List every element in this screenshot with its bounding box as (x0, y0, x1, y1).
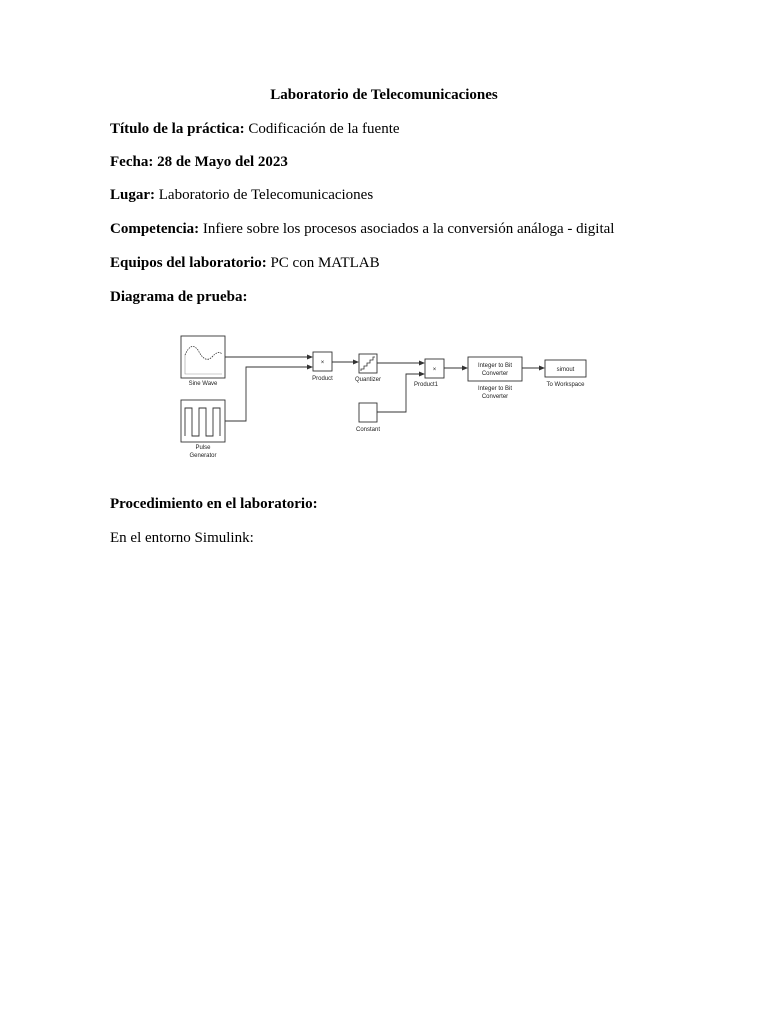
field-equipment (110, 254, 380, 272)
sine-wave-caption: Sine Wave (188, 381, 218, 387)
field-label: Fecha: 28 de Mayo del 2023 (110, 154, 288, 170)
arrow-head (307, 355, 313, 360)
pulse-generator-block (181, 400, 225, 442)
arrow-head (419, 372, 425, 377)
procedure-text: En el entorno Simulink: (110, 530, 254, 546)
field-label: Lugar: (110, 187, 155, 203)
field-value: Laboratorio de Telecomunicaciones (158, 187, 374, 203)
product-caption: Product (312, 376, 333, 382)
document-title: Laboratorio de Telecomunicaciones (270, 87, 498, 103)
field-date (110, 153, 288, 171)
arrow-head (307, 365, 313, 370)
sine-wave-box (181, 336, 225, 378)
procedure-heading-text: Procedimiento en el laboratorio: (110, 496, 318, 512)
integer-to-bit-inner-2: Converter (481, 371, 509, 377)
pulse-generator-caption-1: Pulse (195, 445, 211, 451)
pulse-generator-caption-2: Generator (189, 453, 217, 459)
arrow-head (419, 361, 425, 366)
field-place (110, 186, 373, 204)
product1-caption: Product1 (413, 382, 439, 388)
integer-to-bit-caption-1: Integer to Bit (477, 386, 513, 392)
to-workspace-caption: To Workspace (546, 382, 585, 388)
field-label: Diagrama de prueba: (110, 289, 248, 305)
procedure-heading (110, 495, 318, 513)
product1-symbol: × (432, 367, 437, 373)
pulse-generator-box (181, 400, 225, 442)
field-value: Codificación de la fuente (248, 121, 400, 137)
wire-pulse-to-product (225, 367, 307, 421)
field-diagram-heading (110, 288, 248, 306)
integer-to-bit-block (468, 357, 522, 381)
field-value: PC con MATLAB (270, 255, 380, 271)
product-symbol: × (320, 360, 325, 366)
quantizer-caption: Quantizer (354, 377, 382, 383)
arrow-head (462, 366, 468, 371)
to-workspace-inner: simout (556, 367, 575, 373)
field-value: Infiere sobre los procesos asociados a la conversión análoga - digital (202, 221, 615, 237)
simulink-diagram (170, 328, 600, 468)
field-competence (110, 220, 614, 238)
arrow-head (539, 366, 545, 371)
field-label: Competencia: (110, 221, 200, 237)
integer-to-bit-inner-1: Integer to Bit (477, 363, 513, 369)
constant-block (359, 403, 377, 422)
arrow-head (353, 360, 359, 365)
field-label: Título de la práctica: (110, 121, 245, 137)
field-practice-title (110, 120, 400, 138)
sine-wave-block (181, 336, 225, 378)
integer-to-bit-caption-2: Converter (481, 394, 509, 400)
field-label: Equipos del laboratorio: (110, 255, 267, 271)
constant-caption: Constant (355, 427, 381, 433)
wire-constant-to-product1 (377, 374, 419, 412)
